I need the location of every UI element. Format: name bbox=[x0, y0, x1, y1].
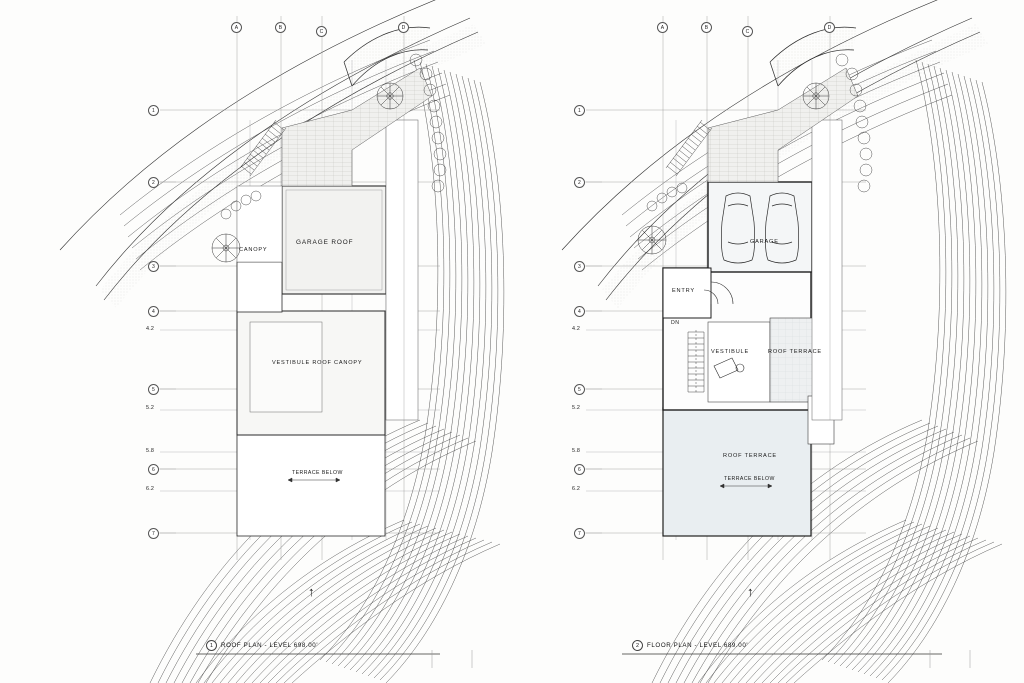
label-terrace-below: TERRACE BELOW bbox=[724, 476, 775, 482]
grid-bubble-7 bbox=[574, 528, 585, 539]
detail-number: 2 bbox=[636, 642, 639, 649]
grid-bubble-2 bbox=[574, 177, 585, 188]
grid-number-4-2: 4.2 bbox=[572, 326, 581, 332]
grid-bubble-1 bbox=[148, 105, 159, 116]
detail-number: 1 bbox=[210, 642, 213, 649]
label-vestibule-roof: VESTIBULE ROOF bbox=[272, 360, 332, 366]
grid-bubble-a bbox=[657, 22, 668, 33]
roof-plan-title bbox=[206, 640, 318, 651]
grid-bubble-d bbox=[398, 22, 409, 33]
grid-bubble-c bbox=[316, 26, 327, 37]
grid-number-5-8: 5.8 bbox=[146, 448, 155, 454]
label-garage-roof: GARAGE ROOF bbox=[296, 239, 354, 246]
grid-bubble-d bbox=[824, 22, 835, 33]
grid-number-5-2: 5.2 bbox=[146, 405, 155, 411]
label-roof-terrace-2: ROOF TERRACE bbox=[723, 453, 777, 459]
grid-label: 4 bbox=[578, 308, 581, 315]
grid-label: B bbox=[704, 24, 709, 31]
detail-number-bubble bbox=[206, 640, 217, 651]
grid-label: C bbox=[745, 28, 750, 35]
grid-label: 5 bbox=[152, 386, 155, 393]
grid-label: D bbox=[401, 24, 406, 31]
grid-label: 5 bbox=[578, 386, 581, 393]
plan-title-text: FLOOR PLAN - LEVEL 689.00' bbox=[647, 642, 749, 649]
grid-bubble-4 bbox=[148, 306, 159, 317]
grid-number-5-8: 5.8 bbox=[572, 448, 581, 454]
grid-label: 1 bbox=[578, 107, 581, 114]
label-canopy-lower: CANOPY bbox=[334, 360, 363, 366]
plan-title-text: ROOF PLAN - LEVEL 698.00' bbox=[221, 642, 319, 649]
grid-number-6-2: 6.2 bbox=[572, 486, 581, 492]
grid-bubble-3 bbox=[574, 261, 585, 272]
grid-bubble-6 bbox=[148, 464, 159, 475]
grid-label: 3 bbox=[578, 263, 581, 270]
grid-number-5-2: 5.2 bbox=[572, 405, 581, 411]
grid-bubble-5 bbox=[574, 384, 585, 395]
grid-label: 2 bbox=[578, 179, 581, 186]
grid-label: 7 bbox=[578, 530, 581, 537]
grid-bubble-1 bbox=[574, 105, 585, 116]
grid-number-4-2: 4.2 bbox=[146, 326, 155, 332]
grid-bubble-3 bbox=[148, 261, 159, 272]
label-vestibule: VESTIBULE bbox=[711, 349, 749, 355]
floor-plan-title bbox=[632, 640, 748, 651]
grid-bubble-7 bbox=[148, 528, 159, 539]
grid-label: D bbox=[827, 24, 832, 31]
grid-label: A bbox=[234, 24, 239, 31]
grid-label: 7 bbox=[152, 530, 155, 537]
label-canopy-upper: CANOPY bbox=[239, 247, 268, 253]
floor-plan-drawing bbox=[512, 0, 1024, 683]
grid-bubble-b bbox=[701, 22, 712, 33]
label-entry: ENTRY bbox=[672, 288, 695, 294]
grid-label: 6 bbox=[578, 466, 581, 473]
floor-plan bbox=[512, 0, 1024, 683]
label-terrace-below: TERRACE BELOW bbox=[292, 470, 343, 476]
grid-label: 6 bbox=[152, 466, 155, 473]
north-arrow-icon: ↑ bbox=[308, 584, 315, 599]
grid-label: 1 bbox=[152, 107, 155, 114]
grid-label: C bbox=[319, 28, 324, 35]
grid-bubble-2 bbox=[148, 177, 159, 188]
grid-bubble-5 bbox=[148, 384, 159, 395]
grid-number-6-2: 6.2 bbox=[146, 486, 155, 492]
grid-label: 4 bbox=[152, 308, 155, 315]
grid-bubble-b bbox=[275, 22, 286, 33]
grid-label: 3 bbox=[152, 263, 155, 270]
north-arrow-icon: ↑ bbox=[747, 584, 754, 599]
label-dn: DN bbox=[671, 320, 680, 326]
grid-label: B bbox=[278, 24, 283, 31]
label-roof-terrace-1: ROOF TERRACE bbox=[768, 349, 822, 355]
grid-bubble-4 bbox=[574, 306, 585, 317]
grid-bubble-6 bbox=[574, 464, 585, 475]
label-garage: GARAGE bbox=[750, 239, 779, 245]
grid-bubble-c bbox=[742, 26, 753, 37]
grid-bubble-a bbox=[231, 22, 242, 33]
detail-number-bubble bbox=[632, 640, 643, 651]
grid-label: A bbox=[660, 24, 665, 31]
grid-label: 2 bbox=[152, 179, 155, 186]
